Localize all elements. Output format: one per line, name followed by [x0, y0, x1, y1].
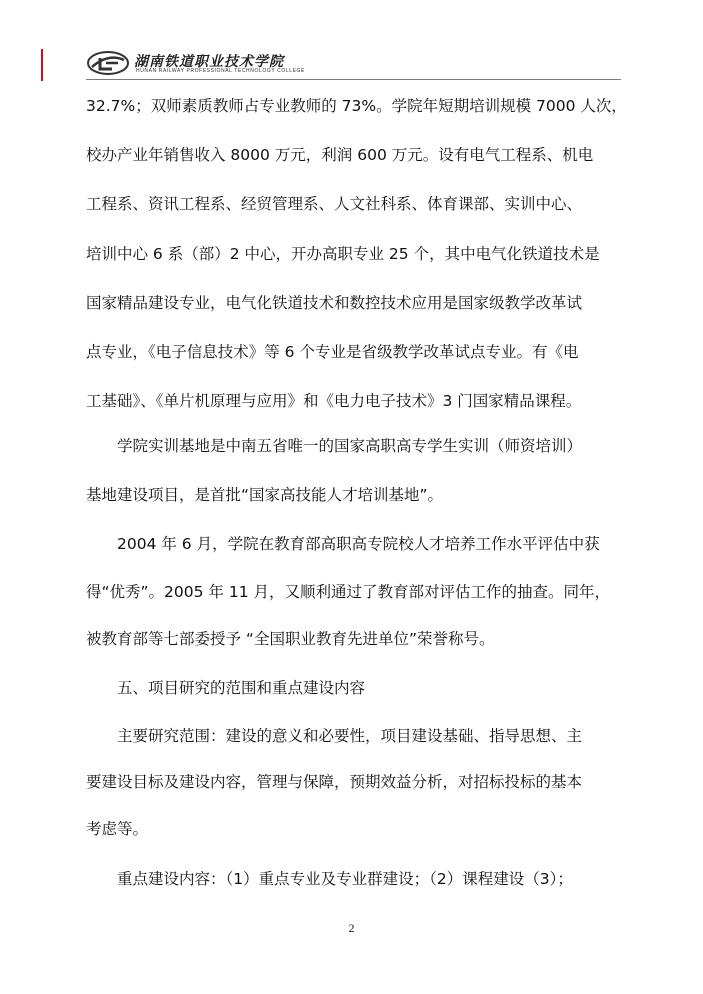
- college-logo-icon: [86, 50, 130, 76]
- paragraph-start-line: 2004 年 6 月，学院在教育部高职高专院校人才培养工作水平评估中获: [117, 535, 600, 553]
- text-line: 32.7%；双师素质教师占专业教师的 73%。学院年短期培训规模 7000 人次，: [86, 97, 627, 115]
- text-line: 得“优秀”。2005 年 11 月，又顺利通过了教育部对评估工作的抽查。同年，: [86, 583, 611, 601]
- page-number: 2: [348, 921, 355, 935]
- text-line: 培训中心 6 系（部）2 中心，开办高职专业 25 个，其中电气化铁道技术是: [86, 245, 600, 263]
- header-divider: [86, 79, 621, 80]
- text-line: 要建设目标及建设内容，管理与保障，预期效益分析，对招标投标的基本: [86, 773, 583, 791]
- school-name-cn: 湖南铁道职业技术学院: [134, 54, 284, 70]
- text-line: 基地建设项目，是首批“国家高技能人才培训基地”。: [86, 486, 444, 504]
- text-line: 国家精品建设专业，电气化铁道技术和数控技术应用是国家级教学改革试: [86, 294, 583, 312]
- header-accent-bar: [41, 49, 43, 81]
- paragraph-start-line: 学院实训基地是中南五省唯一的国家高职高专学生实训（师资培训）: [117, 437, 583, 455]
- page-header: [0, 0, 703, 90]
- paragraph-start-line: 主要研究范围：建设的意义和必要性，项目建设基础、指导思想、主: [117, 727, 583, 745]
- text-line: 点专业，《电子信息技术》等 6 个专业是省级教学改革试点专业。有《电: [86, 343, 579, 361]
- text-line: 被教育部等七部委授予 “全国职业教育先进单位”荣誉称号。: [86, 630, 495, 648]
- text-line: 考虑等。: [86, 820, 149, 838]
- school-name-en: HUNAN RAILWAY PROFESSIONAL TECHNOLOGY COLLEGE: [136, 68, 305, 74]
- section-heading: 五、项目研究的范围和重点建设内容: [117, 679, 366, 697]
- text-line: 校办产业年销售收入 8000 万元，利润 600 万元。设有电气工程系、机电: [86, 146, 594, 164]
- paragraph-start-line: 重点建设内容：（1）重点专业及专业群建设；（2）课程建设（3）；: [117, 870, 573, 888]
- text-line: 工基础》、《单片机原理与应用》和《电力电子技术》3 门国家精品课程。: [86, 392, 582, 410]
- text-line: 工程系、资讯工程系、经贸管理系、人文社科系、体育课部、实训中心、: [86, 195, 583, 213]
